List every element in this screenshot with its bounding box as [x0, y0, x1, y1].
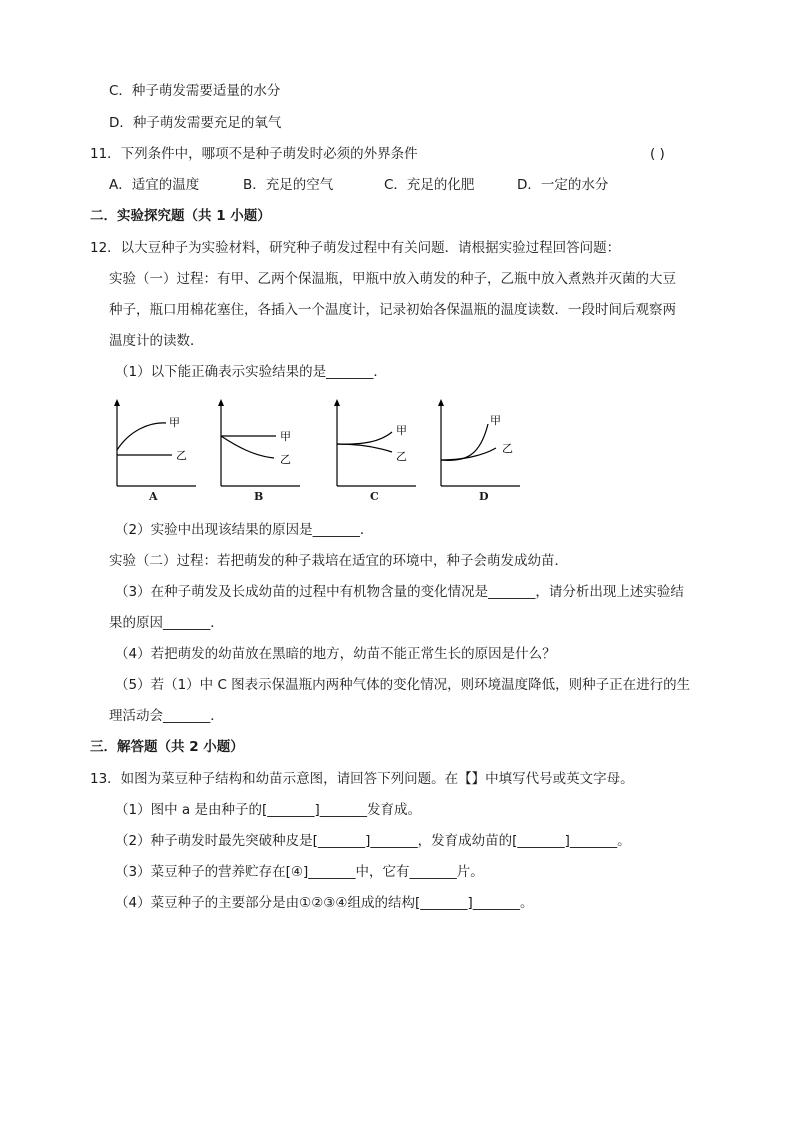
graph-a-y-arrow: [114, 399, 120, 406]
q12-stem: 12．以大豆种子为实验材料，研究种子萌发过程中有关问题．请根据实验过程回答问题：: [90, 240, 621, 256]
q11-option-c: C．充足的化肥: [384, 177, 475, 193]
graph-a-label-jia: 甲: [169, 416, 180, 429]
q12-sub3-line2: 果的原因_______．: [109, 615, 224, 631]
q11-option-b: B．充足的空气: [243, 177, 334, 193]
q12-sub1: （1）以下能正确表示实验结果的是_______．: [115, 364, 387, 380]
graph-c: [328, 398, 418, 488]
graph-c-caption: C: [370, 490, 379, 503]
graph-a-label-yi: 乙: [176, 449, 187, 462]
q10-option-c: C．种子萌发需要适量的水分: [109, 83, 281, 99]
graph-d-label-jia: 甲: [490, 414, 501, 427]
q11-option-a: A．适宜的温度: [109, 177, 200, 193]
q11-answer-paren: ( ): [650, 146, 665, 162]
graph-a: [108, 398, 198, 488]
graph-d: [432, 398, 522, 488]
graph-b-label-yi: 乙: [280, 453, 291, 466]
q12-sub3-line1: （3）在种子萌发及长成幼苗的过程中有机物含量的变化情况是_______，请分析出现上述实验结: [115, 584, 684, 600]
graph-c-y-arrow: [334, 399, 340, 406]
q12-sub2: （2）实验中出现该结果的原因是_______．: [115, 522, 374, 538]
graph-b-curve-yi: [221, 436, 274, 458]
q10-option-d: D．种子萌发需要充足的氧气: [109, 115, 282, 131]
q12-exp1-line1: 实验（一）过程：有甲、乙两个保温瓶，甲瓶中放入萌发的种子，乙瓶中放入煮熟并灭菌的大豆: [109, 271, 676, 287]
graph-b-label-jia: 甲: [280, 430, 291, 443]
q13-sub2: （2）种子萌发时最先突破种皮是[_______]_______，发育成幼苗的[_______]_______。: [115, 833, 631, 849]
graph-b-caption: B: [254, 490, 264, 503]
section2-heading: 二．实验探究题（共 1 小题）: [90, 208, 271, 224]
q12-exp1-line3: 温度计的读数．: [109, 333, 204, 349]
graph-c-curve-jia: [337, 432, 392, 444]
q12-sub5-line1: （5）若（1）中 C 图表示保温瓶内两种气体的变化情况，则环境温度降低，则种子正在进行的生: [115, 677, 691, 693]
graph-d-y-arrow: [438, 399, 444, 406]
q13-stem: 13．如图为菜豆种子结构和幼苗示意图，请回答下列问题。在【】中填写代号或英文字母。: [90, 771, 634, 787]
graph-d-curve-yi: [441, 448, 496, 460]
graph-d-label-yi: 乙: [502, 442, 513, 455]
graph-c-label-yi: 乙: [396, 450, 407, 463]
graph-d-caption: D: [479, 490, 489, 503]
section3-heading: 三．解答题（共 2 小题）: [90, 739, 244, 755]
graph-c-curve-yi: [337, 444, 392, 452]
q13-sub4: （4）菜豆种子的主要部分是由①②③④组成的结构[_______]_______。: [115, 895, 534, 911]
q12-exp2: 实验（二）过程：若把萌发的种子栽培在适宜的环境中，种子会萌发成幼苗．: [109, 553, 568, 569]
q12-exp1-line2: 种子，瓶口用棉花塞住，各插入一个温度计，记录初始各保温瓶的温度读数．一段时间后观察两: [109, 302, 676, 318]
q11-stem: 11．下列条件中，哪项不是种子萌发时必须的外界条件: [90, 146, 418, 162]
q13-sub1: （1）图中 a 是由种子的[_______]_______发育成。: [115, 802, 421, 818]
graph-b-y-arrow: [218, 399, 224, 406]
graph-c-label-jia: 甲: [396, 424, 407, 437]
q11-option-d: D．一定的水分: [517, 177, 609, 193]
graph-a-curve-jia: [117, 423, 166, 450]
q12-sub5-line2: 理活动会_______．: [109, 708, 224, 724]
graph-a-caption: A: [149, 490, 158, 503]
q12-sub4: （4）若把萌发的幼苗放在黑暗的地方，幼苗不能正常生长的原因是什么？: [115, 646, 556, 662]
q13-sub3: （3）菜豆种子的营养贮存在[④]_______中，它有_______片。: [115, 864, 484, 880]
graph-b: [212, 398, 302, 488]
